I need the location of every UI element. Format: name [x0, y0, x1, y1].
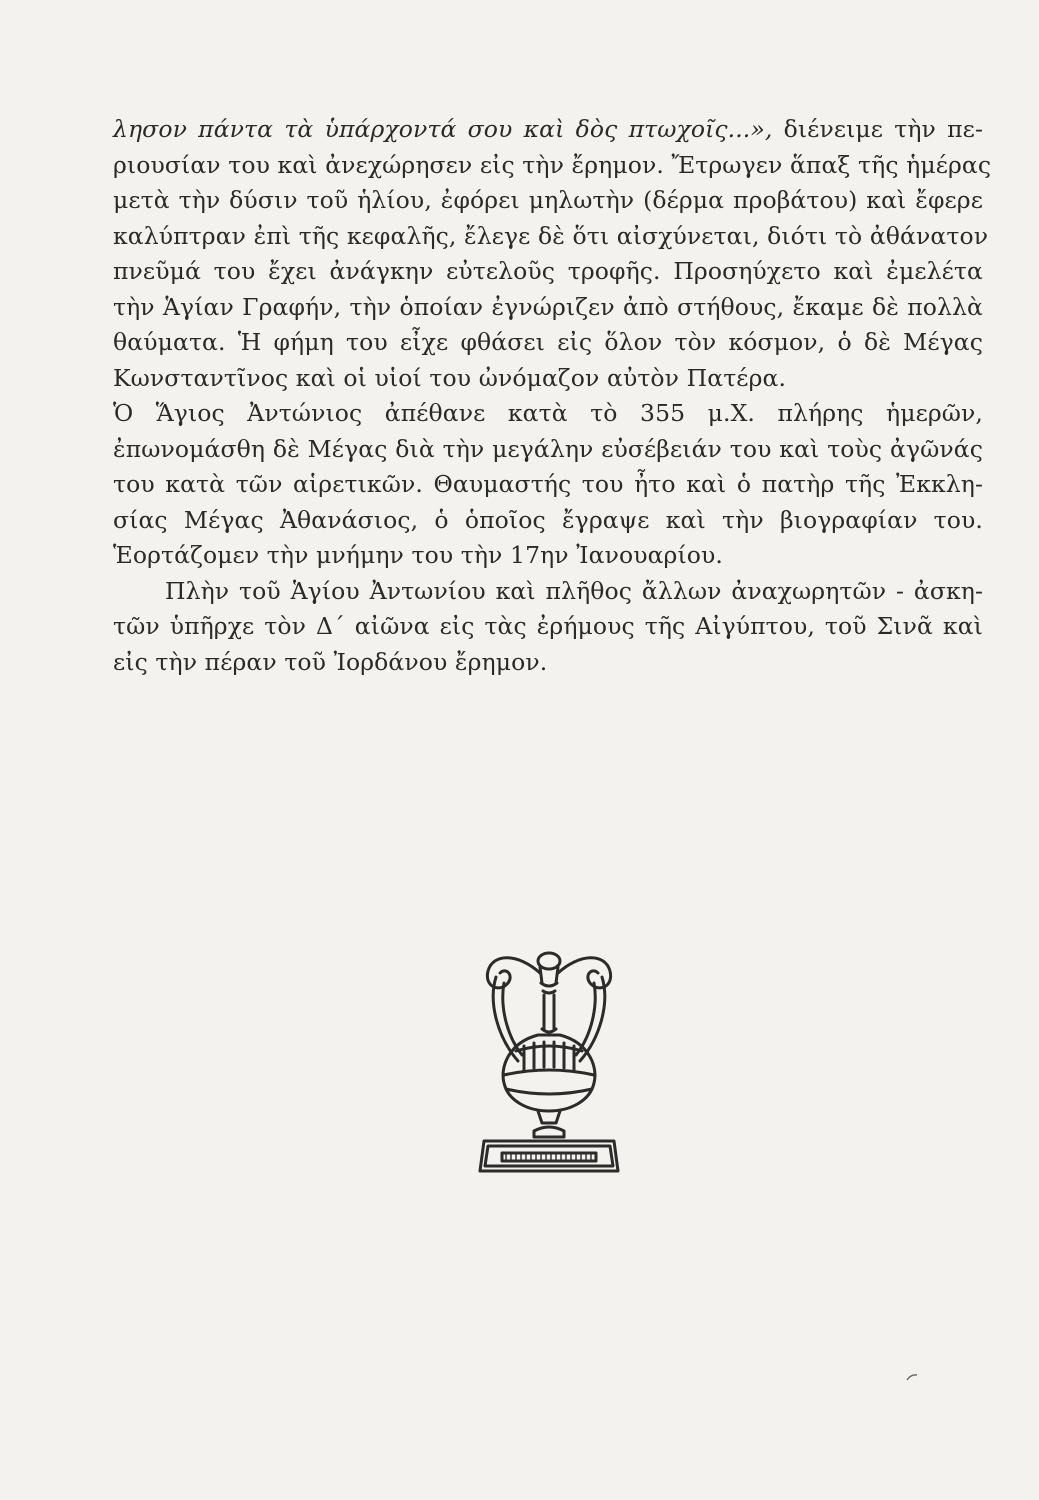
text-line-3: μετὰ τὴν δύσιν τοῦ ἡλίου, ἐφόρει μηλωτὴν (δέρμα προβάτου) καὶ ἔφερε	[113, 186, 983, 214]
text-line-15: τῶν ὑπῆρχε τὸν Δ΄ αἰῶνα εἰς τὰς ἐρήμους τῆς Αἰγύπτου, τοῦ Σινᾶ καὶ	[113, 612, 983, 640]
text-line-14: Πλὴν τοῦ Ἁγίου Ἀντωνίου καὶ πλῆθος ἄλλων ἀναχωρητῶν - ἀσκη-	[165, 576, 983, 605]
text-line-10: ἐπωνομάσθη δὲ Μέγας διὰ τὴν μεγάλην εὐσέβειάν του καὶ τοὺς ἀγῶνάς	[113, 434, 983, 463]
text-line-13: Ἑορτάζομεν τὴν μνήμην του τὴν 17ην Ἰανουαρίου.	[113, 541, 723, 569]
text-line-4: καλύπτραν ἐπὶ τῆς κεφαλῆς, ἔλεγε δὲ ὅτι αἰσχύνεται, διότι τὸ ἀθάνατον	[113, 221, 989, 250]
italic-quote: λησον πάντα τὰ ὑπάρχοντά σου καὶ δὸς πτωχοῖς...»,	[113, 115, 773, 143]
amphora-vase-icon	[478, 943, 620, 1176]
text-line-2: ριουσίαν του καὶ ἀνεχώρησεν εἰς τὴν ἔρημον. Ἔτρωγεν ἅπαξ τῆς ἡμέρας	[113, 150, 992, 179]
body-text	[113, 112, 992, 680]
text-line-16: εἰς τὴν πέραν τοῦ Ἰορδάνου ἔρημον.	[113, 647, 548, 676]
text-line-8: Κωνσταντῖνος καὶ οἱ υἱοί του ὠνόμαζον αὐτὸν Πατέρα.	[113, 363, 787, 392]
text-line-7: θαύματα. Ἡ φήμη του εἶχε φθάσει εἰς ὅλον τὸν κόσμον, ὁ δὲ Μέγας	[113, 328, 983, 356]
text-line-9: Ὁ Ἅγιος Ἀντώνιος ἀπέθανε κατὰ τὸ 355 μ.Χ. πλήρης ἡμερῶν,	[113, 399, 983, 427]
text-line-12: σίας Μέγας Ἀθανάσιος, ὁ ὁποῖος ἔγραψε καὶ τὴν βιογραφίαν του.	[113, 505, 983, 534]
text-line-11: του κατὰ τῶν αἱρετικῶν. Θαυμαστής του ἦτο καὶ ὁ πατὴρ τῆς Ἐκκλη-	[113, 470, 983, 498]
text-line-6: τὴν Ἁγίαν Γραφήν, τὴν ὁποίαν ἐγνώριζεν ἀπὸ στήθους, ἔκαμε δὲ πολλὰ	[113, 292, 983, 321]
text-line-5: πνεῦμά του ἔχει ἀνάγκην εὐτελοῦς τροφῆς. Προσηύχετο καὶ ἐμελέτα	[113, 257, 983, 285]
ink-smudge	[905, 1372, 919, 1382]
text-line-1: λησον πάντα τὰ ὑπάρχοντά σου καὶ δὸς πτωχοῖς...», διένειμε τὴν πε-	[113, 115, 983, 143]
